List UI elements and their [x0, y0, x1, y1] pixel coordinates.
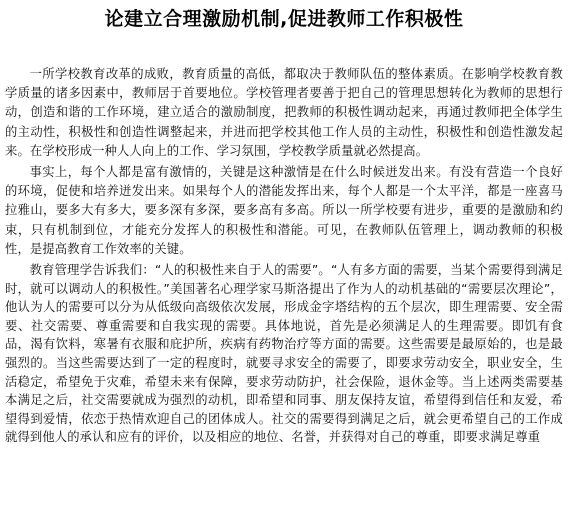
paragraph-2: 事实上，每个人都是富有激情的，关键是这种激情是在什么时候迸发出来。有没有营造一个良好的环境，促使和培养迸发出来。如果每个人的潜能发挥出来，每个人都是一个太平洋，都是一座喜马拉雅山，要多大有多大，要多深有多深，要多高有多高。所以一所学校要有进步，重要的是激励和约束，只有机制到位，才能充分发挥人的积极性和潜能。可见，在教师队伍管理上，调动教师的积极性，是提高教育工作效率的关键。: [5, 165, 563, 256]
paragraph-3: 教育管理学告诉我们：“人的积极性来自于人的需要”。“人有多方面的需要，当某个需要得到满足时，就可以调动人的积极性。”美国著名心理学家马斯洛提出了作为人的动机基础的“需要层次理论”，他认为人的需要可以分为从低级向高级依次发展，形成金字塔结构的五个层次，即生理需要、安全需要、社交需要、尊重需要和自我实现的需要。具体地说，首先是必须满足人的生理需要。即饥有食品，渴有饮料，寒暑有衣服和庇护所，疾病有药物治疗等方面的需要。这些需要是最原始的，也是最强烈的。当这些需要达到了一定的程度时，就要寻求安全的需要了，即要求劳动安全，职业安全，生活稳定，希望免于灾难，希望未来有保障，要求劳动防护，社会保险，退休金等。当上述两类需要基本满足之后，社交需要就成为强烈的动机，即希望和同事、朋友保持友谊，希望得到信任和友爱，希望得到爱情，依恋于热情欢迎自己的团体成人。社交的需要得到满足之后，就会更希望自己的工作成就得到他人的承认和应有的评价，以及相应的地位、名誉，并获得对自己的尊重，即要求满足尊重: [5, 263, 563, 445]
paragraph-1: 一所学校教育改革的成败，教育质量的高低，都取决于教师队伍的整体素质。在影响学校教育教学质量的诸多因素中，教师居于首要地位。学校管理者要善于把自己的管理思想转化为教师的思想行动，创造和谐的工作环境，建立适合的激励制度，把教师的积极性调动起来，再通过教师把全体学生的主动性，积极性和创造性调整起来，并进而把学校其他工作人员的主动性，积极性和创造性激发起来。在学校形成一种人人向上的工作、学习氛围，学校教学质量就必然提高。: [5, 67, 563, 158]
document-body: [5, 65, 563, 449]
document-title: 论建立合理激励机制,促进教师工作积极性: [104, 8, 464, 30]
